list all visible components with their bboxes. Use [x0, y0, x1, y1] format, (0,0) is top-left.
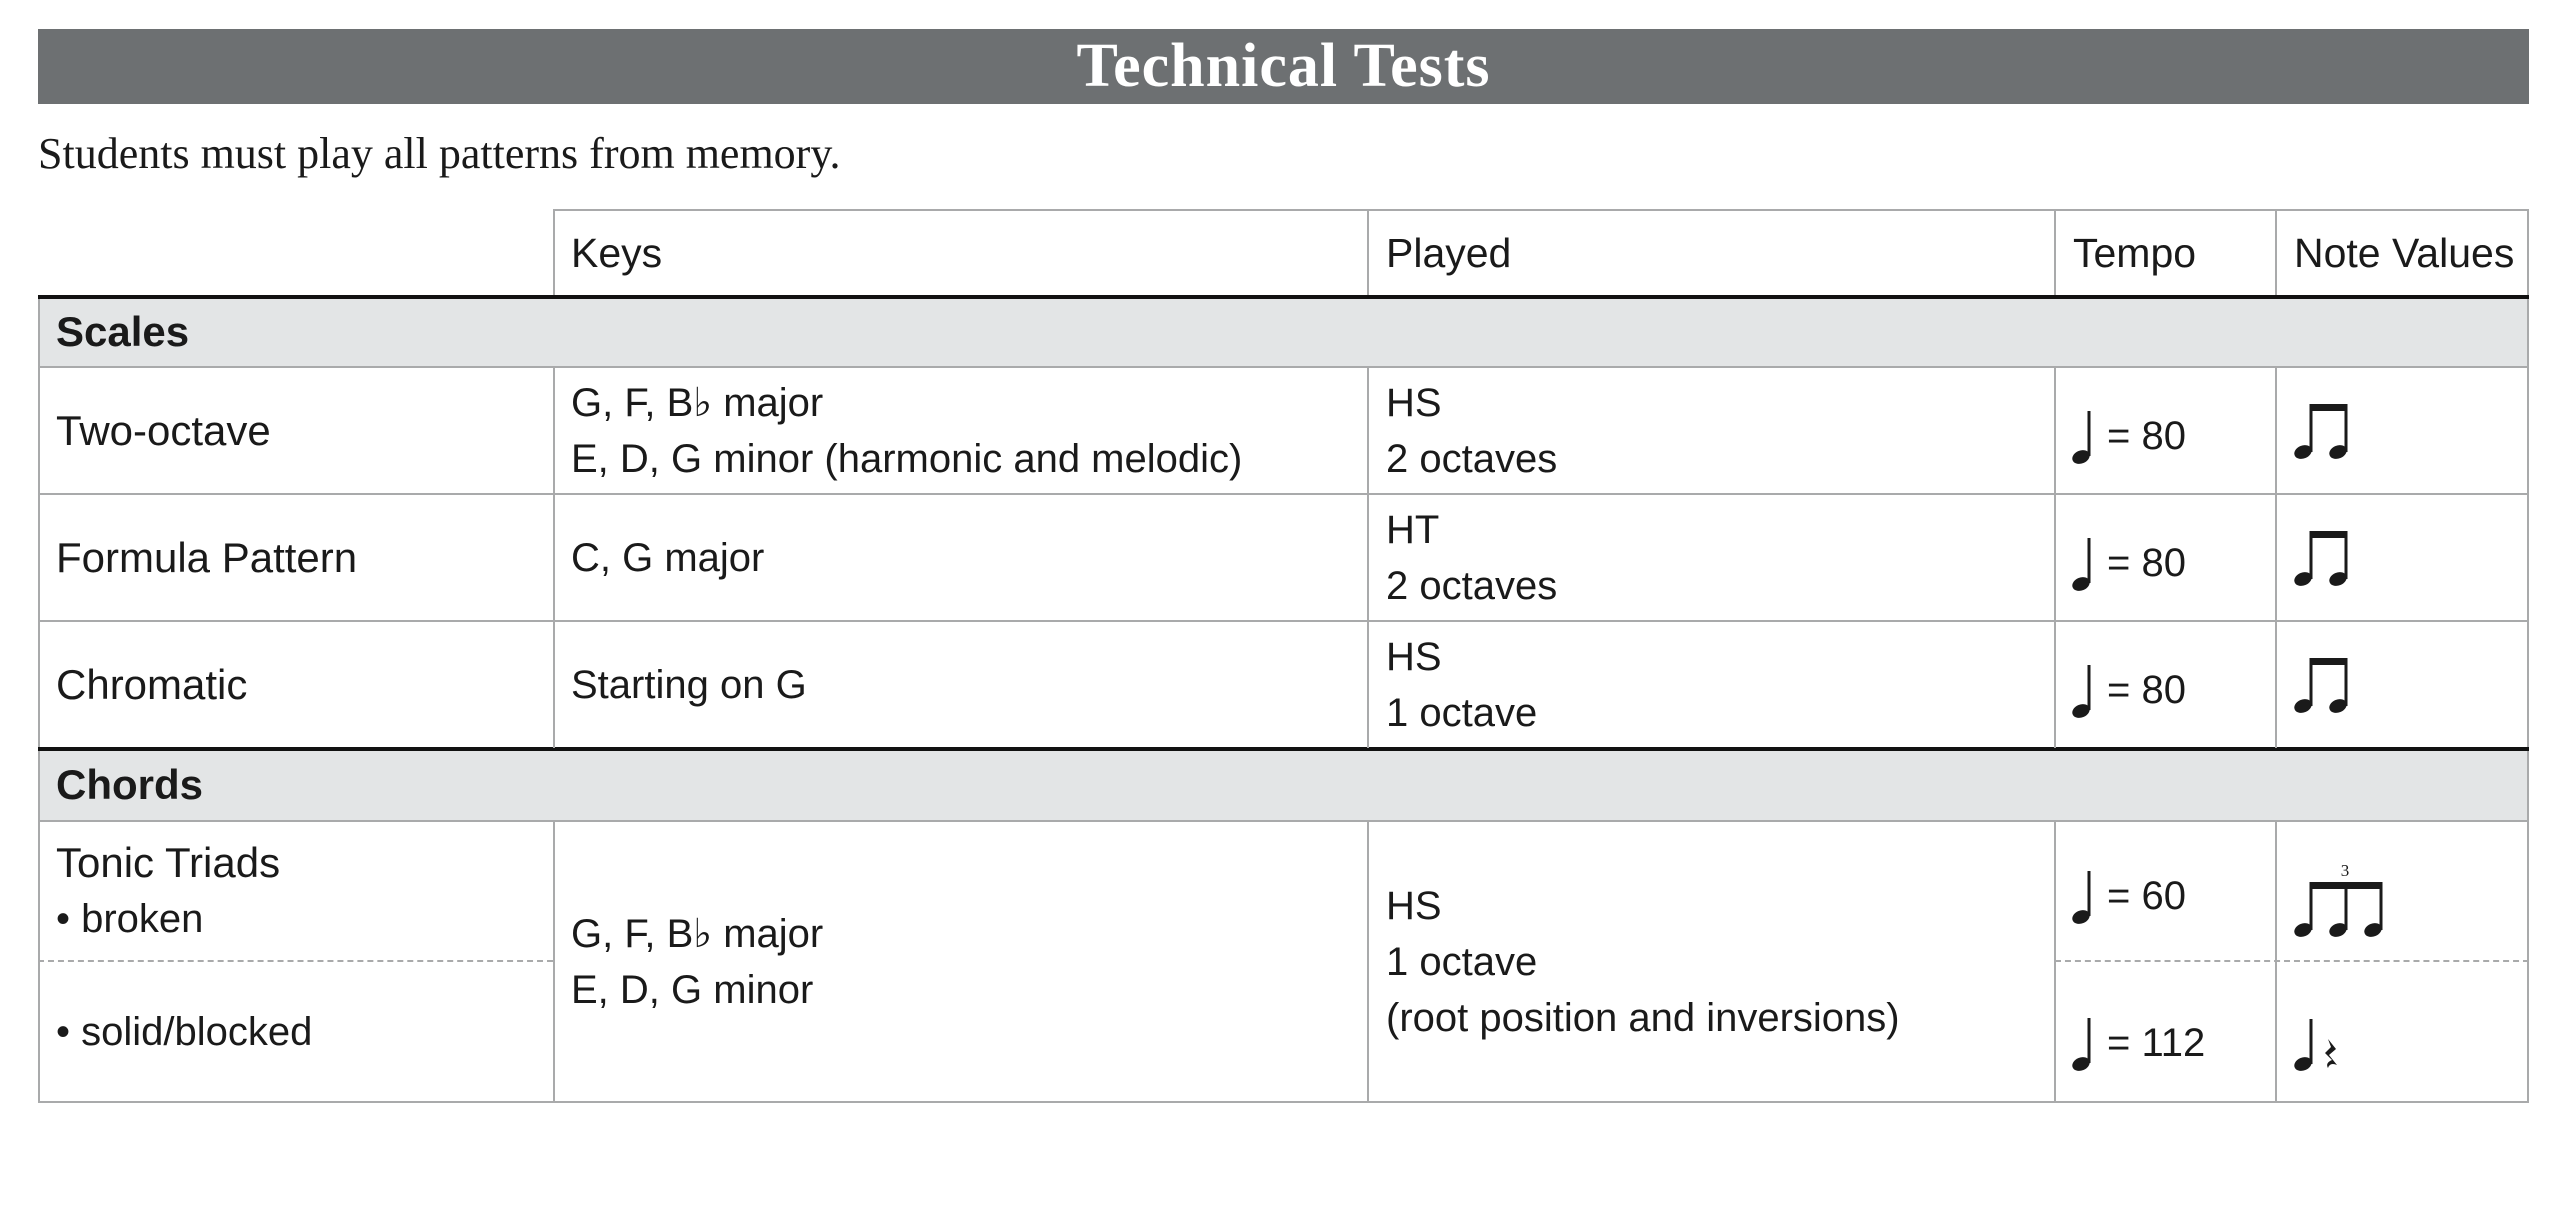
column-divider: [2275, 821, 2277, 1103]
chromatic-label: Chromatic: [56, 660, 248, 708]
solid-blocked-label: • solid/blocked: [56, 1010, 313, 1054]
header-bottom-rule: [38, 295, 2529, 299]
column-header-played-label: Played: [1386, 230, 1512, 276]
formula-pattern-label: Formula Pattern: [56, 533, 358, 581]
formula-pattern-played-line2: 2 octaves: [1386, 563, 1558, 608]
quarter-note-and-rest-icon: [2292, 1013, 2352, 1073]
title-banner: [38, 29, 2529, 104]
two-octave-label: Two-octave: [56, 406, 271, 454]
column-header-keys: [553, 209, 1368, 297]
chromatic-played-line2: 1 octave: [1386, 690, 1538, 735]
tonic-triads-broken-tempo-value: = 60: [2107, 874, 2186, 918]
row-divider: [38, 366, 2529, 368]
two-octave-keys-line1: G, F, B♭ major: [571, 380, 824, 425]
two-octave-keys: [553, 367, 1368, 494]
technical-tests-table: [38, 209, 2529, 1103]
column-divider: [2054, 821, 2056, 1103]
column-header-note-values-label: Note Values: [2294, 230, 2515, 276]
column-divider: [1367, 821, 1369, 1103]
two-octave-played-line1: HS: [1386, 380, 1442, 425]
section-chords: [38, 749, 2529, 821]
section-scales-label: Scales: [56, 308, 190, 355]
tonic-triads-broken-label: • broken: [56, 897, 204, 941]
two-octave-tempo-value: = 80: [2107, 413, 2186, 458]
header-divider: [1367, 209, 1369, 297]
quarter-note-icon: [2071, 407, 2095, 465]
row-label-solid-blocked: [38, 961, 553, 1103]
chromatic-tempo-value: = 80: [2107, 667, 2186, 712]
eighth-note-triplet-icon: [2292, 858, 2392, 940]
column-header-tempo: [2055, 209, 2276, 297]
formula-pattern-tempo-value: = 80: [2107, 540, 2186, 585]
formula-pattern-keys: [553, 494, 1368, 621]
two-octave-played-line2: 2 octaves: [1386, 436, 1558, 481]
row-divider: [38, 493, 2529, 495]
table-left-border: [38, 297, 40, 1103]
two-octave-note-values: [2276, 367, 2529, 494]
table-right-border: [2527, 209, 2529, 1103]
row-label-tonic-triads: [38, 821, 553, 961]
row-label-formula-pattern: [38, 494, 553, 621]
formula-pattern-keys-line1: C, G major: [571, 535, 765, 580]
tonic-triads-keys-line2: E, D, G minor: [571, 968, 814, 1012]
header-top-border: [553, 209, 2529, 211]
tonic-triads-played-line2: 1 octave: [1386, 940, 1538, 984]
column-divider: [553, 367, 555, 748]
column-header-played: [1368, 209, 2055, 297]
chromatic-played-line1: HS: [1386, 634, 1442, 679]
chromatic-tempo: [2055, 621, 2276, 748]
row-divider: [38, 820, 2529, 822]
column-header-keys-label: Keys: [571, 230, 663, 276]
tonic-triads-played-line3: (root position and inversions): [1386, 996, 1900, 1040]
chromatic-keys-line1: Starting on G: [571, 662, 807, 707]
two-octave-tempo: [2055, 367, 2276, 494]
column-divider: [1367, 367, 1369, 748]
tonic-triads-played-line1: HS: [1386, 884, 1442, 928]
tonic-triads-label: Tonic Triads: [56, 839, 281, 886]
column-divider: [2054, 367, 2056, 748]
table-bottom-border: [38, 1101, 2529, 1103]
section-rule: [38, 747, 2529, 751]
tonic-triads-solid-note-values: [2276, 961, 2529, 1103]
dashed-divider: [38, 960, 553, 962]
quarter-note-icon: [2071, 661, 2095, 719]
section-scales: [38, 297, 2529, 367]
dashed-divider: [2055, 960, 2529, 962]
tonic-triads-solid-tempo: [2055, 961, 2276, 1103]
section-chords-label: Chords: [56, 761, 203, 808]
chromatic-played: [1368, 621, 2055, 748]
column-divider: [2275, 367, 2277, 748]
quarter-note-icon: [2071, 1014, 2095, 1072]
quarter-note-icon: [2071, 534, 2095, 592]
two-octave-played: [1368, 367, 2055, 494]
row-label-two-octave: [38, 367, 553, 494]
beamed-eighth-notes-icon: [2292, 527, 2356, 589]
beamed-eighth-notes-icon: [2292, 400, 2356, 462]
quarter-note-icon: [2071, 867, 2095, 925]
row-divider: [38, 620, 2529, 622]
two-octave-keys-line2: E, D, G minor (harmonic and melodic): [571, 436, 1243, 481]
column-header-tempo-label: Tempo: [2073, 230, 2197, 276]
page-title: Technical Tests: [1076, 32, 1491, 100]
chromatic-note-values: [2276, 621, 2529, 748]
column-header-note-values: [2276, 209, 2529, 297]
tonic-triads-broken-note-values: [2276, 821, 2529, 961]
formula-pattern-note-values: [2276, 494, 2529, 621]
tonic-triads-keys: [553, 821, 1368, 1103]
tonic-triads-broken-tempo: [2055, 821, 2276, 961]
formula-pattern-played: [1368, 494, 2055, 621]
tonic-triads-keys-line1: G, F, B♭ major: [571, 912, 824, 956]
header-divider: [2054, 209, 2056, 297]
column-divider: [553, 821, 555, 1103]
chromatic-keys: [553, 621, 1368, 748]
tonic-triads-solid-tempo-value: = 112: [2107, 1021, 2206, 1065]
header-divider: [553, 209, 555, 297]
formula-pattern-played-line1: HT: [1386, 507, 1440, 552]
tonic-triads-played: [1368, 821, 2055, 1103]
formula-pattern-tempo: [2055, 494, 2276, 621]
header-divider: [2275, 209, 2277, 297]
beamed-eighth-notes-icon: [2292, 654, 2356, 716]
row-label-chromatic: [38, 621, 553, 748]
triplet-number: 3: [2340, 861, 2350, 880]
intro-text: Students must play all patterns from memory.: [38, 129, 841, 178]
